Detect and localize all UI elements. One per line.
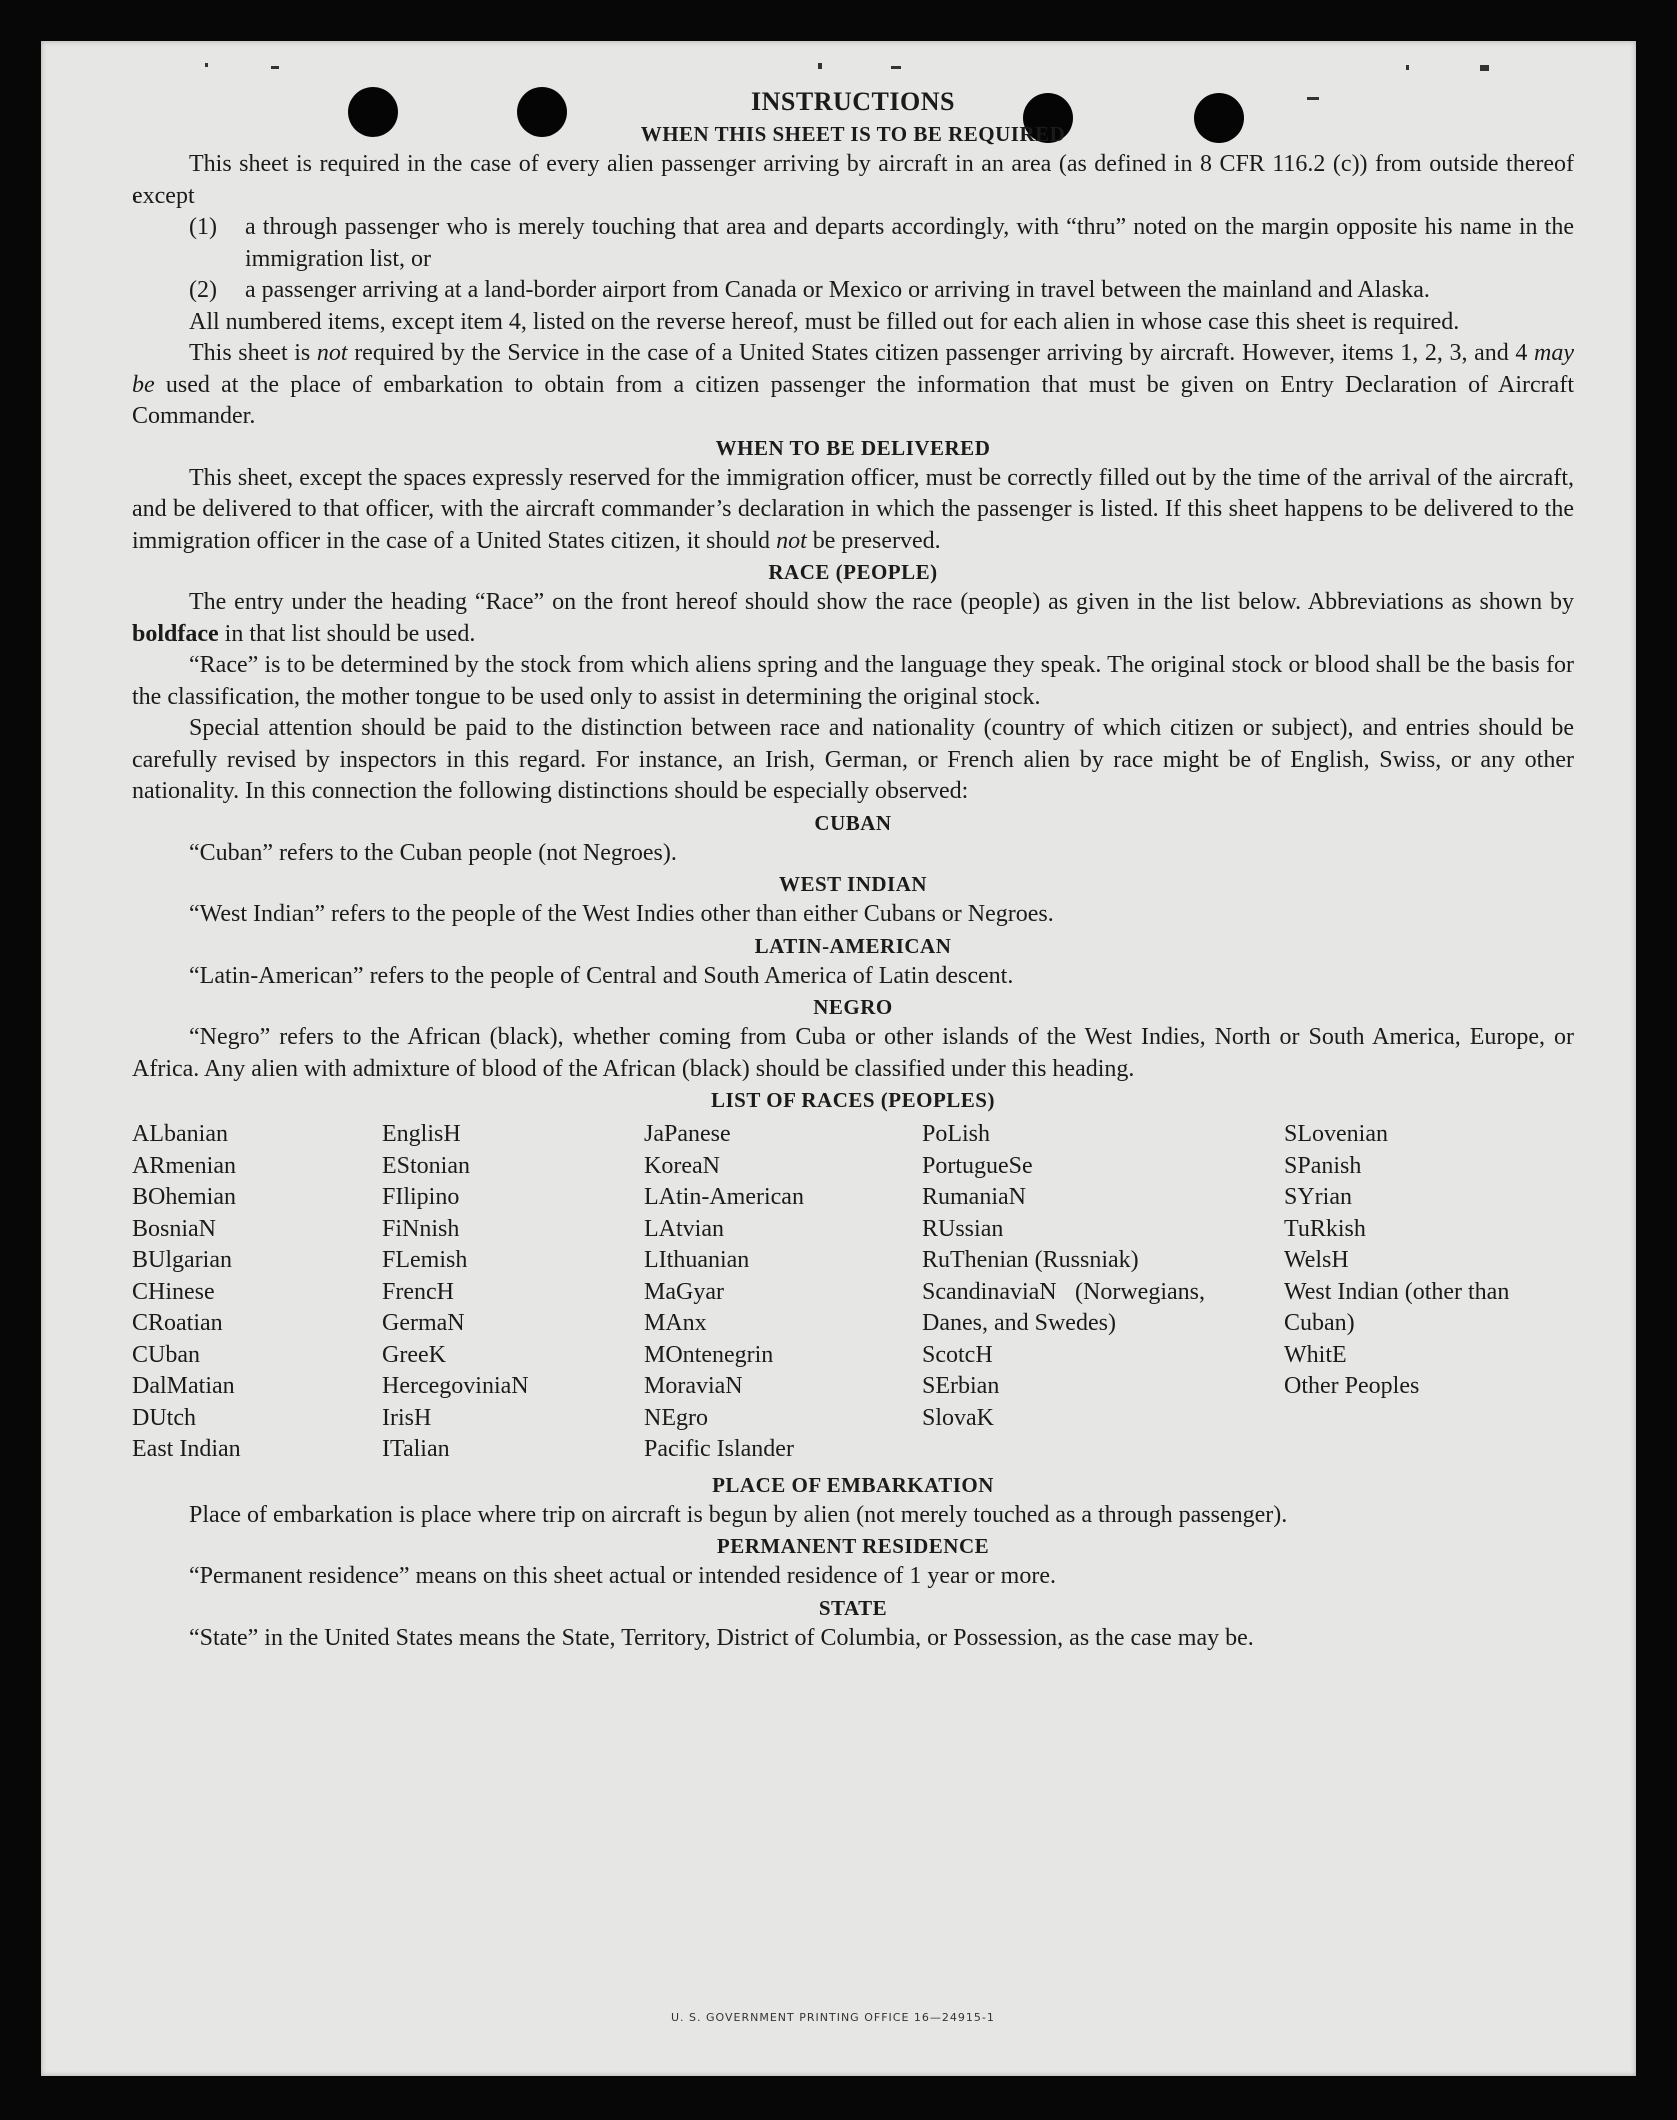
race-entry: DUtch — [132, 1404, 196, 1431]
race-entry: WhitE — [1284, 1341, 1347, 1368]
emphasis: may be — [132, 340, 1574, 398]
race-entry: LAtvian — [644, 1215, 724, 1242]
race-entry: SYrian — [1284, 1184, 1352, 1210]
race-entry: FrencH — [382, 1278, 454, 1305]
race-column — [382, 1119, 644, 1466]
race-entry: FiNnish — [382, 1215, 460, 1242]
item-number: (1) — [189, 214, 217, 240]
section-heading: STATE — [818, 1595, 888, 1620]
item-text: a passenger arriving at a land-border airport from Canada or Mexico or arriving in travel between the mainland and Alaska. — [245, 277, 1430, 303]
race-entry: CUban — [132, 1341, 200, 1368]
item-number: (2) — [189, 277, 217, 303]
instructions-content — [132, 85, 1574, 1654]
page-title: INSTRUCTIONS — [751, 87, 955, 116]
race-list — [132, 1119, 1574, 1466]
section-heading: PERMANENT RESIDENCE — [716, 1534, 990, 1558]
race-entry: WelsH — [1284, 1247, 1349, 1273]
race-entry: HercegoviniaN — [382, 1373, 529, 1399]
race-entry: ALbanian — [132, 1121, 228, 1147]
race-entry: LIthuanian — [644, 1247, 750, 1273]
race-entry: MOntenegrin — [644, 1341, 774, 1368]
race-entry: ITalian — [382, 1436, 450, 1462]
section-heading: CUBAN — [814, 810, 892, 835]
bold-text: boldface — [132, 620, 219, 647]
race-entry: KoreaN — [644, 1152, 720, 1179]
race-entry: FIlipino — [382, 1184, 460, 1210]
race-entry: SPanish — [1284, 1152, 1362, 1179]
race-entry: PoLish — [922, 1121, 991, 1147]
race-column — [922, 1119, 1284, 1466]
race-entry: MaGyar — [644, 1278, 724, 1305]
paragraph: This sheet is required in the case of every alien passenger arriving by aircraft in an area (as defined in 8 CFR 116.2 (c)) from outside thereof except — [132, 151, 1574, 209]
race-column — [1284, 1119, 1564, 1466]
speck — [818, 63, 822, 69]
race-entry: RUssian — [922, 1215, 1004, 1242]
text-run: in that list should be used. — [218, 620, 476, 647]
race-entry: BUlgarian — [132, 1247, 232, 1273]
race-column — [132, 1119, 382, 1466]
text-run: be preserved. — [806, 527, 941, 554]
race-entry: IrisH — [382, 1404, 432, 1431]
race-entry: BOhemian — [132, 1184, 236, 1210]
race-entry: SErbian — [922, 1373, 1000, 1399]
text-run: The entry under the heading “Race” on the front hereof should show the race (people) as given in the list below. Abbreviations as shown by — [189, 589, 1574, 615]
race-entry: CHinese — [132, 1278, 215, 1305]
text-run: used at the place of embarkation to obtain from a citizen passenger the information that must be given on Entry Declaration of Aircraft Commander. — [132, 371, 1574, 429]
race-entry: SlovaK — [922, 1404, 994, 1431]
race-entry: GreeK — [382, 1341, 446, 1368]
emphasis: not — [316, 340, 348, 366]
section-heading: PLACE OF EMBARKATION — [712, 1472, 994, 1497]
section-heading: LATIN-AMERICAN — [754, 933, 952, 958]
paragraph: Special attention should be paid to the distinction between race and nationality (country of which citizen or subject), and entries should be carefully revised by inspectors in this regard. For instance, an Irish, German, or French alien by race might be of English, Swiss, or any other nationality. In this connection the following distinctions should be especially observed: — [132, 715, 1574, 804]
race-column — [644, 1119, 922, 1466]
section-heading: NEGRO — [813, 995, 893, 1019]
speck — [271, 66, 279, 69]
race-entry: LAtin-American — [644, 1184, 804, 1210]
section-heading: WHEN THIS SHEET IS TO BE REQUIRED — [640, 122, 1066, 146]
section-heading: WHEN TO BE DELIVERED — [715, 435, 991, 460]
paragraph — [132, 587, 1574, 650]
race-entry: Other Peoples — [1284, 1373, 1420, 1399]
paragraph: “Negro” refers to the African (black), whether coming from Cuba or other islands of the West Indies, North or South America, Europe, or Africa. Any alien with admixture of blood of the African (black) should be classified under this heading. — [132, 1024, 1574, 1082]
race-entry: West Indian (other than Cuban) — [1284, 1278, 1510, 1336]
section-heading: LIST OF RACES (PEOPLES) — [711, 1088, 995, 1112]
list-item — [132, 275, 1574, 307]
race-entry: NEgro — [644, 1404, 708, 1431]
text-run: This sheet, except the spaces expressly reserved for the immigration officer, must be correctly filled out by the time of the arrival of the aircraft, and be delivered to that officer, with the aircraft commander’s declaration in which the passenger is listed. If this sheet happens to be delivered to the immigration officer in the case of a United States citizen, it should — [132, 464, 1574, 554]
race-entry: RuThenian (Russniak) — [922, 1247, 1139, 1273]
race-entry: CRoatian — [132, 1310, 223, 1336]
speck — [205, 63, 208, 67]
paragraph — [132, 463, 1574, 558]
race-entry: ScandinaviaN (Norwegians, Danes, and Swedes) — [922, 1278, 1205, 1336]
race-entry: PortugueSe — [922, 1152, 1033, 1179]
race-entry: ScotcH — [922, 1341, 993, 1368]
race-entry: East Indian — [132, 1436, 241, 1462]
race-entry: GermaN — [382, 1310, 465, 1336]
race-entry: RumaniaN — [922, 1184, 1026, 1210]
race-entry: ARmenian — [132, 1152, 236, 1179]
paragraph: Place of embarkation is place where trip on aircraft is begun by alien (not merely touched as a through passenger). — [189, 1501, 1288, 1528]
paragraph: “Latin-American” refers to the people of Central and South America of Latin descent. — [189, 962, 1014, 989]
item-text: a through passenger who is merely touching that area and departs accordingly, with “thru” noted on the margin opposite his name in the immigration list, or — [245, 214, 1574, 272]
speck — [891, 66, 901, 69]
race-entry: MoraviaN — [644, 1373, 743, 1399]
race-entry: MAnx — [644, 1310, 707, 1336]
paragraph — [132, 338, 1574, 433]
list-item — [132, 212, 1574, 275]
paragraph: “Cuban” refers to the Cuban people (not Negroes). — [189, 839, 677, 866]
race-entry: FLemish — [382, 1247, 468, 1273]
speck — [1480, 65, 1489, 71]
emphasis: not — [776, 527, 807, 554]
race-entry: JaPanese — [644, 1121, 731, 1147]
speck — [1406, 65, 1409, 70]
race-entry: EnglisH — [382, 1121, 461, 1147]
paragraph: “Race” is to be determined by the stock from which aliens spring and the language they speak. The original stock or blood shall be the basis for the classification, the mother tongue to be used only to assist in determining the original stock. — [132, 652, 1574, 710]
race-entry: DalMatian — [132, 1373, 235, 1399]
paragraph: All numbered items, except item 4, listed on the reverse hereof, must be filled out for each alien in whose case this sheet is required. — [189, 308, 1460, 335]
race-entry: EStonian — [382, 1152, 470, 1179]
paragraph: “West Indian” refers to the people of the West Indies other than either Cubans or Negroes. — [189, 901, 1054, 927]
race-entry: SLovenian — [1284, 1121, 1388, 1147]
paragraph: “State” in the United States means the State, Territory, District of Columbia, or Possession, as the case may be. — [189, 1624, 1254, 1651]
race-entry: TuRkish — [1284, 1215, 1366, 1242]
race-entry: BosniaN — [132, 1215, 216, 1242]
section-heading: WEST INDIAN — [778, 872, 928, 896]
document-sheet — [41, 41, 1636, 2076]
race-entry: Pacific Islander — [644, 1436, 794, 1462]
section-heading: RACE (PEOPLE) — [768, 560, 938, 584]
printer-imprint: U. S. GOVERNMENT PRINTING OFFICE 16—24915-1 — [671, 2011, 995, 2024]
paragraph: “Permanent residence” means on this sheet actual or intended residence of 1 year or more. — [189, 1563, 1056, 1589]
text-run: required by the Service in the case of a United States citizen passenger arriving by aircraft. However, items 1, 2, 3, and 4 — [347, 340, 1535, 366]
text-run: This sheet is — [189, 340, 317, 366]
